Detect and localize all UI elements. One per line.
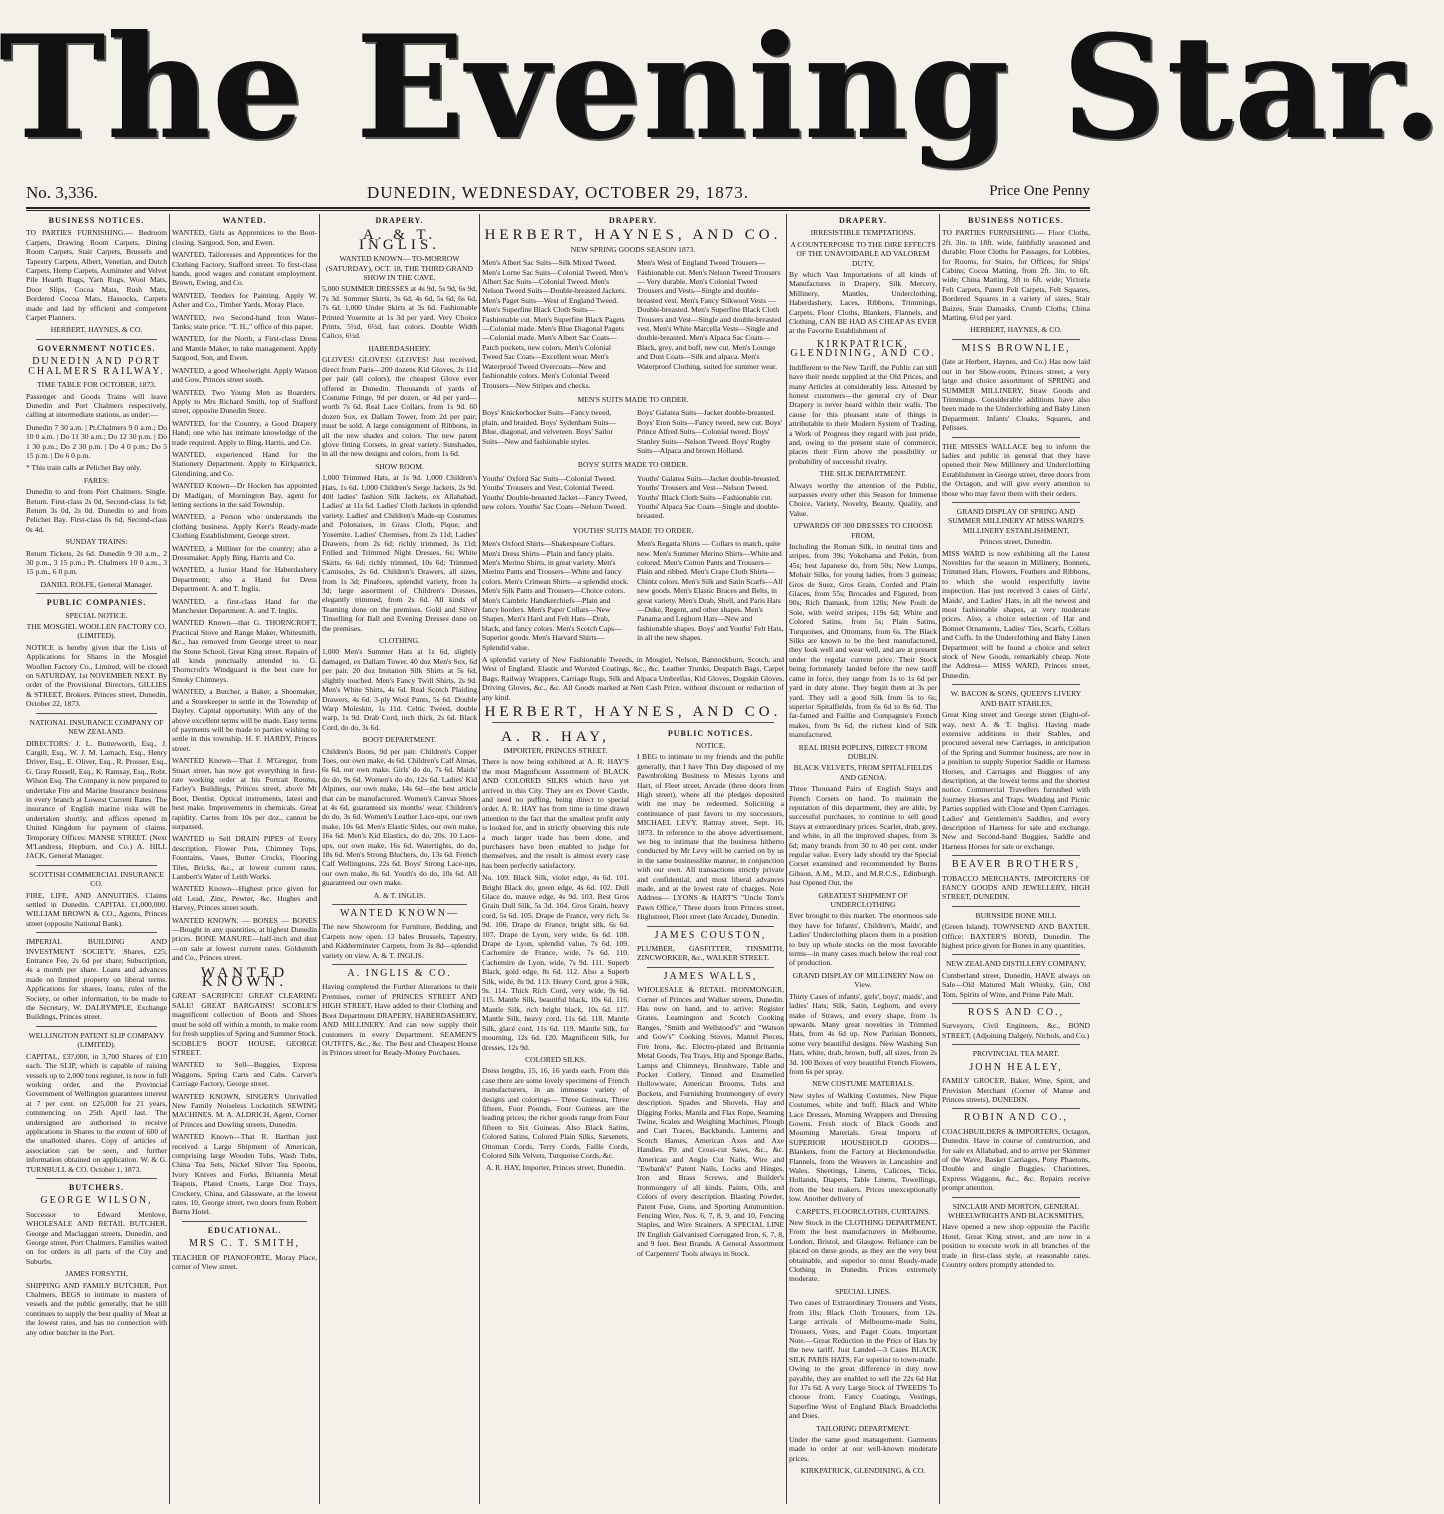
separator xyxy=(36,1026,157,1027)
advert-title: HERBERT, HAYNES, AND CO. xyxy=(484,227,782,244)
list-left: Men's Albert Sac Suits—Silk Mixed Tweed. Men's Lorne Sac Suits—Colonial Tweed. Men's Albert Sac Suits—Colonial Tweed. Men's Nelson Tweed Suits—Double-breasted Jackets. Men's Paget Suits—West of England Tweed. Men's Superfine Black Cloth Suits—Fashionable cut. Men's Superfine Black Pagets—Colonial made. Men's Blue Diagonal Pagets—Colonial made. Men's Albert Sac Coats—Patch pockets, new colors. Men's Colonial Tweed Sac Coats—Excellent wear. Men's Waterproof Tweed Overcoats—New and fashionable colors. Men's Colonial Tweed Trousers—New Stripes and checks. xyxy=(482,258,628,390)
section-heading: DRAPERY. xyxy=(608,216,658,225)
wanted-item: WANTED Known—Highest price given for old Lead, Zinc, Pewter, &c. Hughes and Harvey, Princes street south. xyxy=(172,884,317,913)
advert-text: GLOVES! GLOVES! GLOVES! Just received, direct from Paris—200 dozens Kid Gloves, 2s 11d per pair (all colors), the cheapest Glove ever offered in Dunedin. Thousands of yards of Costume Fringe, 9d per dozen, or 4d per yard—worth 7s 6d. Real Lace Collars, from 1s 9d. 60 dozen Sox, ex Dallam Tower, from 2d per pair; must be sold. A large consignment of Ribbons, in all the new shades and colors. The new patent glove fitting Corsets, in great variety. Sunshades, in all the new designs and colors, from 1s 6d. xyxy=(322,355,477,459)
advert-title: KIRKPATRICK, GLENDINING, AND CO. xyxy=(790,338,936,360)
column-1 xyxy=(26,214,167,1504)
wanted-item: WANTED, two Second-hand Iron Water-Tanks; state price. "T. H.," office of this paper. xyxy=(172,312,317,332)
advert-text: (Green Island). TOWNSEND AND BAXTER. Office: BAXTER'S BOND, Dunedin. The highest price given for Bones in any quantities. xyxy=(942,922,1090,951)
advert-title: BEAVER BROTHERS, xyxy=(952,859,1080,871)
advert-title: NOTICE. xyxy=(695,740,726,750)
advert-subtitle: HABERDASHERY. xyxy=(368,343,431,353)
advert-title: DUNEDIN AND PORT CHALMERS RAILWAY. xyxy=(28,356,165,377)
advert-text: 1,000 Men's Summer Hats at 1s 6d, slightly damaged, ex Dallam Tower. 40 doz Men's Sox, 6d per pair. 20 doz Imitation Silk Shirts at 5s 6d, slightly touched. Men's Fancy Twill Shirts, 2s 9d. Men's White Shirts, 4s 6d. Real Scotch Plaiding Drawers, 4s 6d. 3-ply Wool Pants, 5s 6d. Double Warp Moleskin, 1s 11d. Celtic Tweed, double warp, 1s 9d. Drab Cord, inch thick, 2s 6d. Black Cord, do do, 3s 6d. xyxy=(322,647,477,732)
two-column-list xyxy=(482,256,784,393)
advert-title: BURNSIDE BONE MILL xyxy=(975,910,1057,920)
advert-signature: A. & T. INGLIS. xyxy=(373,890,426,900)
advert-text: New styles of Walking Costumes, New Pique Costumes, white and buff; Black and White Lace Dresses, Morning Wrappers and Dressing Gowns. Fresh stock of Black Goods and Mourning Materials. Great Imports of SUPERIOR HOUSEHOLD GOODS— Blankets, from the Factory at Heckmondwike. Flannels, from the Weavers in Lancashire and Wales. Sheetings, Linens, Calicoes, Ticks, Hollands, Diapers, Table Linens, Towellings, from the best makers. Prices unexceptionally low. Another delivery of xyxy=(789,1090,937,1204)
separator xyxy=(36,1178,157,1179)
advert-text: CAPITAL, £37,000, in 3,700 Shares of £10 each. The SLIP, which is capable of raising vessels up to 2,000 tons register, is now in full working order, and the Provincial Government of Wellington guarantees interest at 7 per cent. on £25,000 for 21 years, commencing on 25th April last. The undersigned are authorised to receive applications in Shares to the extent of 600 of the unallotted shares. Copy of articles of association can be seen, and further information obtained on application. W. & G. TURNBULL & CO. October 1, 1873. xyxy=(26,1051,167,1174)
advert-text: Having completed the Further Alterations to their Premises, corner of PRINCES STREET AND HIGH STREET, Have added to their Clothing and Boot Department DRAPERY, HABERDASHERY, AND MILLINERY. And can now supply their customers in every Department. SEAMEN'S OUTFITS, &c., &c. The Best and Cheapest House in Princes street for Ready-Money Purchases. xyxy=(322,982,477,1058)
advert-furnishing: TO PARTIES FURNISHING.— Bedroom Carpets, Drawing Room Carpets, Dining Room Carpets, Stair Carpets, Brussels and Tapestry Carpets, Albert, Venetian, and Dutch Carpets, Hemp Carpets, Axminster and Velvet Pile Hearth Rugs, Yarn Rugs, Wool Mats, Door Slips, Cocoa Mats, Rush Mats, Bordered Cocoa Mats, Hassocks, Carpets made and laid by efficient and competent Carpet Planners. xyxy=(26,228,167,323)
masthead xyxy=(0,0,1444,176)
advert-title: HERBERT, HAYNES, AND CO. xyxy=(484,704,782,721)
wanted-item: WANTED, a Junior Hand for Haberdashery Department; also a Hand for Dress Department. A. and T. Inglis. xyxy=(172,565,317,594)
advert-title: A. R. HAY, xyxy=(501,728,610,745)
wanted-item: WANTED, a good Wheelwright. Apply Watson and Gow, Princes street south. xyxy=(172,365,317,385)
advert-text: By which Vast Importations of all kinds of Manufactures in Drapery, Silk Mercery, Millinery, Mantles, Underclothing, Haberdashery, Laces, Ribbons, Trimmings, Carpets, Floor Cloths, Blankets, Flannels, and Clothing, CAN BE HAD AS CHEAP AS EVER at the Favorite Establishment of xyxy=(789,270,937,336)
wanted-item: WANTED, a Milliner for the country; also a Dressmaker. Apply Bing, Harris and Co. xyxy=(172,543,317,562)
advert-text: TO PARTIES FURNISHING.— Floor Cloths, 2ft. 3in. to 18ft. wide, faithfully seasoned and durable; Floor Cloths for Passages, for Lobbies, for Rooms, for Stairs, for Offices, for Ships' Cabins; Cocoa Matting, from 2ft. 3in. to 6ft. wide; China Matting, 3ft to 6ft. wide; Victoria Felt Carpets, Patent Felt Carpets, Felt Squares, Bordered Squares in a variety of sizes, Stair Baizes, Stair Damasks, Crumb Cloths; China Matting, 6½d per yard. xyxy=(942,228,1090,323)
advert-text: Indifferent to the New Tariff, the Public can still have their needs supplied at the Old Prices, and many Articles at considerably less. Attested by honest customers—the general cry of Dear Drapery is never heard within their walls. The cause for this pleasant state of things is attributable to their Modern System of Trading, a Work of Progress they regard with just pride, and, owing to the present state of commerce, places their Firm above the possibility or probability of successful rivalry. xyxy=(789,362,937,466)
sunday-text: Return Tickets, 2s 6d. Dunedin 9 30 a.m., 2 30 p.m., 3 15 p.m.; Pt. Chalmers 10 0 a.m., 3 15 p.m., 6 0 p.m. xyxy=(26,548,167,577)
column-2 xyxy=(172,214,317,1504)
wanted-item: WANTED, a Person who understands the clothing business. Apply Kerr's Ready-made Clothing Establishment, George street. xyxy=(172,512,317,541)
advert-text: 5,000 SUMMER DRESSES at 4s 9d, 5s 9d, 6s 9d, 7s 3d. Summer Skirts, 3s 6d, 4s 6d, 5s 6d, 6s 6d, 7s 6d. 1,000 Under Skirts at 3s 6d. Fashionable Printed Yosemite at 1s 3d per yard. Very Choice Prints, 5½d, 6½d, fast colors. Double Width Calico, 6½d. xyxy=(322,284,477,341)
separator xyxy=(647,967,774,968)
advert-text: GREAT SACRIFICE! GREAT CLEARING SALE! GREAT BARGAINS! SCOBLE'S magnificent collection of Boots and Shoes must be sold off within a month, to make room for fresh supplies of Spring and Summer Stock. SCOBLE'S BOOT HOUSE, GEORGE STREET. xyxy=(172,991,317,1057)
advert-subtitle: THE SILK DEPARTMENT. xyxy=(819,469,907,479)
separator xyxy=(952,855,1080,856)
sunday-title: SUNDAY TRAINS: xyxy=(65,537,128,547)
list-left: Men's Oxford Shirts—Shakespeare Collars. Men's Dress Shirts—Plain and fancy plaits. Men's Merino Shirts, in great variety. Men's Merino Pants and Trousers—White and fancy colors. Men's Crimean Shirts—a splendid stock. Men's Silk Pants and Trousers—Choice colors. Men's Cambric Handkerchiefs—Plain and fancy borders. Men's Paper Collars—New Shapes. Men's Hard and Felt Hats—Drab, black, and fancy colors. Men's Scotch Caps—Superior goods. Men's Harvard Shirts—Splendid value. xyxy=(482,539,629,652)
advert-text: Thirty Cases of infants', girls', boys', maids', and ladies' Hats; Silk, Satin, Leghorn, and every make of Straws, and every shape, from 1s upwards. Many great novelties in Trimmed Hats, from 4s 6d up. New Parisian Bonnets, some very beautiful designs. New Washing Sun Hats, white, drab, brown, buff, all sizes, from 2s 3d. 100 Boxes of very beautiful French Flowers, from 6s per spray. xyxy=(789,991,937,1076)
advert-title: SPECIAL NOTICE. xyxy=(65,610,128,620)
advert-title: JAMES COUSTON, xyxy=(654,929,767,941)
wanted-item: WANTED, a first-class Hand for the Manchester Department. A. and T. Inglis. xyxy=(172,596,317,616)
wanted-item: WANTED, experienced Hand for the Stationery Department. Apply to Kirkpatrick, Glendining, and Co. xyxy=(172,449,317,478)
issue-number: No. 3,336. xyxy=(26,183,98,202)
advert-subtitle: A COUNTERPOISE TO THE DIRE EFFECTS OF THE UNAVOIDABLE AD VALOREM DUTY, xyxy=(790,239,936,268)
advert-text: The new Showroom for Furniture, Bedding, and Carpets now open. 13 bales Brussels, Tapestry, and Kidderminster Carpets, from 3s 8d—splendid variety on view. A. & T. INGLIS. xyxy=(322,922,477,960)
advert-subtitle: MEN'S SUITS MADE TO ORDER. xyxy=(577,394,689,404)
advert-text: Cumberland street, Dunedin, HAVE always on Sale—Old Matured Malt Whisky, Gin, Old Tom, Spirits of Wine, and Prime Pale Malt. xyxy=(942,970,1090,999)
hay-advert xyxy=(482,727,629,1262)
dateline xyxy=(26,183,1090,209)
separator xyxy=(952,954,1080,955)
advert-subtitle: BOYS' SUITS MADE TO ORDER. xyxy=(577,460,689,470)
advert-text: Successor to Edward Menlove, WHOLESALE AND RETAIL BUTCHER, George and Maclaggan streets, Dunedin, and George street, Port Chalmers. Families waited on for orders in all parts of the City and Suburbs. xyxy=(26,1209,167,1266)
separator xyxy=(36,593,157,594)
advert-title: WELLINGTON PATENT SLIP COMPANY (LIMITED). xyxy=(28,1030,165,1050)
advert-title: A. & T. INGLIS. xyxy=(359,227,440,253)
advert-text: Children's Boots, 9d per pair. Children's Copper Toes, our own make, 4s 6d. Children's Calf Almas, 6s 6d, our own make. Girls' do do, 7s 6d. Maids' do do, 9s 6d. Women's do do, 12s 6d. Ladies' Kid Alpines, our own make, 14s 6d—the best article that can be manufactured. Women's Canvas Shoes at 4s 6d, guaranteed six months' wear. Children's do do, 3s 6d. Women's Leather Lace-ups, our own make, 10s 6d. Men's Elastic Sides, our own make, 16s 6d. Men's Kid Elastics, do do, 20s. 10 Lace-ups, our own make, 16s 6d. Watertights, do do, 18s 6d. Men's Strong Bluchers, do, 13s 6d. French Calf Wellingtons, 22s 6d. Boys' Strong Lace-ups, our own make, 8s 6d. Youth's do do, 10s 6d. All guaranteed our own make. xyxy=(322,746,477,888)
advert-subtitle: SPECIAL LINES. xyxy=(835,1286,891,1296)
advert-text: TOBACCO MERCHANTS, IMPORTERS OF FANCY GOODS AND JEWELLERY, HIGH STREET, DUNEDIN. xyxy=(942,873,1090,902)
section-heading: BUSINESS NOTICES. xyxy=(48,216,145,225)
advert-text: I BEG to intimate to my friends and the public generally, that I have This Day disposed of my Pawnbroking Business to Messrs Lyons and Hart, of Fleet street, Arcade (three doors from High street), where all the pledges deposited with me may be redeemed. Soliciting a continuance of past favors to my successors, MICHAEL LEVY. Rattray street, Sept. 16, 1873. In reference to the above advertisement, we beg to intimate that the business hitherto conducted by Mr Levy will be carried on by us in the same businesslike manner, in conjunction with our own. All transactions strictly private and confidential, and most liberal advances made, and at the lowest rate of charges. Note Address— LYONS & HART'S "Uncle Tom's Pawn Office," Three doors from Princes street, Highstreet, Fleet street (late Arcade), Dunedin. xyxy=(637,752,784,922)
advert-text: PLUMBER, GASFITTER, TINSMITH, ZINCWORKER, &c., WALKER STREET. xyxy=(637,944,784,963)
advert-text: DIRECTORS: J. L. Butterworth, Esq., J. Cargill, Esq., W. J. M. Larnach, Esq., Henry Driver, Esq., E. Oliver, Esq., R. Prosser, Esq., G. Gray Russell, Esq., K. Ramsay, Esq., Robt. Wilson Esq. The Company is now prepared to undertake Fire and Marine Insurance business in every branch at Lowest Current Rates. The insurance of English marine risks will be undertaken shortly, and offices opened in United Kingdom for payment of claims. Temporary Offices: MANSE STREET. (Next M'Landress, Hepburn, and Co.) A. HILL JACK, General Manager. xyxy=(26,738,167,861)
advert-text: THE MISSES WALLACE beg to inform the ladies and public in general that they have opened their New Millinery and Underclothing Establishment in George street, three doors from the Octagon, and will give every attention to those who may favor them with their orders. xyxy=(942,441,1090,498)
section-heading: PUBLIC COMPANIES. xyxy=(46,598,147,608)
advert-subtitle: NEW COSTUME MATERIALS. xyxy=(812,1079,914,1089)
advert-title: NEW ZEALAND DISTILLERY COMPANY, xyxy=(945,959,1087,969)
list-left: Youths' Oxford Sac Suits—Colonial Tweed. Youths' Trousers and Vest, Colonial Tweed. Youths' Double-breasted Jacket—Fancy Tweed, new colors. Youths' Sac Coats—Nelson Tweed. xyxy=(482,473,628,511)
separator xyxy=(952,1197,1080,1198)
column-rule xyxy=(319,214,320,1504)
two-column-list xyxy=(482,472,784,524)
list-left: Boys' Knickerbocker Suits—Fancy tweed, plain, and braided. Boys' Sydenham Suits—Blue, diagonal, and velveteen. Boys' Sailor Suits—New and fashionable styles. xyxy=(482,408,617,446)
column-3 xyxy=(322,214,477,1504)
advert-signature: DANIEL ROLFE, General Manager. xyxy=(40,579,153,589)
separator xyxy=(36,339,157,340)
public-notices xyxy=(637,727,784,1262)
advert-subtitle: CLOTHING. xyxy=(379,636,420,646)
advert-text: Great King street and George street (Eight-of-way, next A. & T. Inglis). Having made extensive additions to their Stables, and procured several new Carriages, in anticipation of the Spring and Summer business, are now in a position to supply Superior Saddle or Harness Horses, and Carriages and Buggies of any description, at the lowest terms and the shortest notice. Commercial Travellers furnished with Journey Horses and Traps. Wedding and Picnic Parties supplied with Close and Open Carriages. Ladies' and Gentlemen's Saddles, and every description of Harness for sale and exchange. New and Second-hand Buggies, Saddle and Harness Horses for sale or exchange. xyxy=(942,710,1090,851)
advert-text: (late at Herbert, Haynes, and Co.) Has now laid out in her Show-room, Princes street, a very large and choice assortment of SPRING and SUMMER MILLINERY, Straw Goods and Trimmings. Considerable additions have also been made to the Underclothing and Baby Linen Department. Infants' Cloaks, Squares, and Pelisses. xyxy=(942,357,1090,433)
advert-subtitle: BOOT DEPARTMENT. xyxy=(362,735,437,745)
separator xyxy=(36,713,157,714)
column-4 xyxy=(482,214,784,1504)
wanted-item: WANTED, Tailoresses and Apprentices for the Clothing Factory, Stafford street. To first-class hands, good wages and constant employment. Brown, Ewing, and Co. xyxy=(172,250,317,288)
advert-title: ROSS AND CO., xyxy=(967,1007,1065,1019)
separator xyxy=(36,865,157,866)
two-column-list xyxy=(482,406,784,458)
advert-subtitle: UPWARDS OF 300 DRESSES TO CHOOSE FROM, xyxy=(793,521,933,540)
separator xyxy=(952,437,1080,438)
advert-text: Ever brought to this market. The enormous sale they have for Infants', Children's, Maids', and Ladies' Underclothing places them in a position to buy up whole stocks on the most favorable terms—in many cases much below the real cost of production. xyxy=(789,911,937,968)
wanted-item: WANTED, for the North, a First-class Dress and Mantle Maker, to take management. Apply Sargood, Son, and Ewen. xyxy=(172,334,317,363)
column-rule xyxy=(479,214,480,1504)
advert-text: COACHBUILDERS & IMPORTERS, Octagon, Dunedin. Have in course of construction, and for sale ex Allahabad, and to arrive per Skimmer of the Wave, Basket Carriages, Pony Phaetons, Double and single Buggies, Chariottees, Express Waggons, &c., &c. Repairs receive prompt attention. xyxy=(942,1126,1090,1193)
advert-text: MISS WARD is now exhibiting all the Latest Novelties for the season in Millinery, Bonnets, Trimmed Hats, Flowers, Feathers and Ribbons, to which she would respectfully invite inspection. Has just received 3 cases of Girls', Maids', and Ladies' Hats, in all the newest and most fashionable shapes, at very moderate prices. Also, a choice selection of Hat and Bonnet Ornaments, Ladies' Ties, Scarfs, Collars and Cuffs. In the Underclothing and Baby Linen Department will be found a choice and select stock of New Goods, remarkably cheap. Note the Address— MISS WARD, Princes street, Dunedin. xyxy=(942,548,1090,680)
list-right: Youths' Galatea Suits—Jacket double-breasted. Youths' Trousers and Vest—Nelson Tweed. Youths' Black Cloth Suits—Fashionable cut. Youths' Alpaca Sac Coats—Single and double-breasted. xyxy=(637,473,781,521)
advert-title: MRS C. T. SMITH, xyxy=(188,1238,301,1250)
place-date: DUNEDIN, WEDNESDAY, OCTOBER 29, 1873. xyxy=(366,183,750,202)
advert-text: Have opened a new shop opposite the Pacific Hotel, Great King street, and are now in a position to execute work in all branches of the trade in first-class style, at reasonable rates. Country orders promptly attended to. xyxy=(942,1222,1090,1269)
advert-subtitle: REAL IRISH POPLINS, DIRECT FROM DUBLIN. xyxy=(798,742,928,761)
separator xyxy=(332,964,467,965)
separator xyxy=(952,906,1080,907)
advert-subtitle: TAILORING DEPARTMENT. xyxy=(816,1423,910,1433)
separator xyxy=(182,1221,307,1222)
advert-title: WANTED KNOWN. xyxy=(200,964,289,991)
wanted-item: WANTED, for the Country, a Good Drapery Hand; one who has intimate knowledge of the trade required. Apply to Bing, Harris, and Co. xyxy=(172,418,317,447)
advert-title: ROBIN AND CO., xyxy=(963,1112,1069,1124)
separator xyxy=(952,339,1080,340)
advert-text: There is now being exhibited at A. R. HAY'S the most Magnificent Assortment of BLACK AND COLORED SILKS which have yet arrived in this City. They are ex Dover Castle, and need no puffing, being direct to special order. A. R. HAY has from time to time drawn attention to the fact that the smallest profit only is looked for, and in strictly observing this rule a much larger trade has been done, and purchasers have been enabled to judge for themselves, and the result is almost every case has been perfectly satisfactory. xyxy=(482,757,629,870)
section-heading: WANTED. xyxy=(222,216,267,225)
advert-text: FIRE, LIFE, AND ANNUITIES. Claims settled in Dunedin. CAPITAL £1,000,000. WILLIAM BROWN & CO., Agents, Princes street (opposite National Bank). xyxy=(26,890,167,928)
advert-signature: A. R. HAY, Importer, Princes street, Dunedin. xyxy=(485,1163,626,1173)
header-rule xyxy=(26,210,1090,211)
section-heading: EDUCATIONAL. xyxy=(207,1225,282,1235)
advert-title: WANTED KNOWN— xyxy=(339,908,460,920)
wanted-item: WANTED, Girls as Apprentices to the Boot-closing. Sargood, Son, and Ewen. xyxy=(172,228,317,247)
timetable: Dunedin 7 30 a.m. | Pt.Chalmers 9 0 a.m.; Do 10 0 a.m. | Do 11 30 a.m.; Do 12 30 p.m. | Do 1 30 p.m.; Do 2 30 p.m. | Do 4 0 p.m.; Do 5 15 p.m. | Do 6 0 p.m. xyxy=(26,422,167,460)
list-right: Men's West of England Tweed Trousers—Fashionable cut. Men's Nelson Tweed Trousers — Very durable. Men's Colonial Tweed Trousers and Vests—Single and double-breasted vest. Men's Fancy Silkwool Vests — Double-breasted. Men's Superfine Black Cloth Trousers and Vest—Single and double-breasted vest. Men's White Marcella Vests—Single and double-breasted. Men's Alpaca Sac Coats—Black, grey, and buff, new cut. Men's Lounge and Dust Coats—Silk and alpaca. Men's Waterproof Clothing, suited for summer wear. xyxy=(637,258,782,371)
advert-title: GRAND DISPLAY OF SPRING AND SUMMER MILLINERY AT MISS WARD'S MILLINERY ESTABLISHMENT, xyxy=(948,506,1084,535)
separator xyxy=(952,1044,1080,1045)
advert-subtitle: COLORED SILKS. xyxy=(525,1054,586,1064)
advert-title: JOHN HEALEY, xyxy=(969,1061,1063,1073)
advert-title: JAMES FORSYTH, xyxy=(65,1269,128,1279)
advert-text: Passenger and Goods Trains will leave Dunedin and Port Chalmers respectively, calling at intermediate stations, as under:— xyxy=(26,391,167,420)
advert-text: FAMILY GROCER, Baker, Wine, Spirit, and Provision Merchant (Corner of Manse and Princes streets), DUNEDIN. xyxy=(942,1076,1090,1104)
advert-text: New Stock in the CLOTHING DEPARTMENT, From the best manufacturers in Melbourne, London, Bristol, and Glasgow. Reliance can be placed on these goods, as they are the very best obtainable, and superior to most Ready-made Clothing in Dunedin. Prices extremely moderate. xyxy=(789,1218,937,1284)
advert-text: Three Thousand Pairs of English Stays and French Corsets on hand. To maintain the reputation of this department, they are able, by successful purchases, to continue to sell good Stays at extraordinary prices. Scarlet, drab, grey, and white, in all the improved shapes, from 3s 6d; many brands from 30 to 40 per cent. under regular value. Every lady should try the Special Corset examined and recommended by Burns Gibson, A.M., M.D., and M.R.C.S., Edinburgh. Just Opened Out, the xyxy=(789,784,937,888)
list-right: Boys' Galatea Suits—Jacket double-breasted. Boys' Eton Suits—Fancy tweed, new cut. Boys' Prince Alfred Suits—Colonial tweed. Boys' Stanley Suits—Nelson Tweed. Boys' Rugby Suits—Alpaca and brown Holland. xyxy=(637,408,782,455)
advert-text: Including the Roman Silk, in neutral tints and stripes, from 39s; Yokohama and Pekin, from 45s; best Japanese do, from 50s; New Lumps, Mohair Silks, for young ladies, from 3 guineas; Gros de Suez, Gros Grain, Corded and Plain Glaces, from 55s; Brocades and Figured, from 90s; Rich Damask, from 120s; New Poult de Soie, with weird stripes, 119s 6d; White and Colored Satins, from 5s; Plain Satins, Turquoises, and Ottomans, from 6s. The Black Silks are known to be the best manufactured, they look well and wear well, and are at present under the regular current price. Their Stock being fortunately landed before the new tariff came in force, they range from 1s to 1s 6d per yard in duty alone. They begin them at 3s per yard. They sell a good Silk from 5s to 6s; superior Spitalfields, from 6s 6d to 8s 6d. The far-famed and Faillie and Compagnie's French makes, from 9s 6d, the richest kind of Silk manufactured. xyxy=(789,542,937,740)
newspaper-title: The Evening Star. xyxy=(0,5,1444,171)
wanted-item: WANTED Known—That J. M'Gregor, from Stuart street, has now got everything in first-rate working order at his Portrait Rooms, Farley's Buildings, Princes street, above Mr Boot, Dentist. Optical instruments, latest and best make. Improvements in chemicals. Great rapidity. Cartes from 10s per doz., cannot be surpassed. xyxy=(172,756,317,831)
advert-subtitle: GRAND DISPLAY OF MILLINERY Now on View. xyxy=(792,970,934,990)
separator xyxy=(492,722,774,723)
advert-text: Surveyors, Civil Engineers, &c., BOND STREET, (Adjoining Dalgety, Nichols, and Co.) xyxy=(942,1021,1090,1040)
advert-subtitle: SHOW ROOM. xyxy=(375,461,424,471)
advert-subtitle: WANTED KNOWN— TO-MORROW (SATURDAY), OCT. 18, THE THIRD GRAND SHOW IN THE CAVE. xyxy=(326,254,473,283)
advert-text: Always worthy the attention of the Public, surpasses every other this Season for Immense Choice, Variety, Novelty, Beauty, Quality, and Value. xyxy=(789,480,937,518)
advert-signature: HERBERT, HAYNES, & CO. xyxy=(970,325,1062,335)
wanted-item: WANTED Known—Dr Hocken has appointed Dr Madigan, of Mornington Bay, agent for letting sections in the said Township. xyxy=(172,481,317,509)
section-heading: PUBLIC NOTICES. xyxy=(667,728,754,738)
advert-text: Dress lengths, 15, 16, 16 yards each. From this case there are some lovely specimens of French manufacturers, in an immense variety of designs and colorings— Three Guineas, Three fifteen, Four Pounds, Four Guineas are the leading prices; the richer goods range from Four fifteen to Six Guineas. Also Black Satins, Colored Satins, Colored Plain Silks, Sarsenets, Ottoman Cords, Terry Cords, Faille Cords, Colored Silk Velvets, Turquoise Cords, &c. xyxy=(482,1066,629,1160)
section-heading: GOVERNMENT NOTICES. xyxy=(37,343,156,353)
advert-text: NOTICE is hereby given that the Lists of Applications for Shares in the Mosgiel Woollen Factory Co., Limited, will be closed on SATURDAY, 1st NOVEMBER NEXT. By order of the Provisional Directors, GILLIES & STREET, Brokers. Princes street, Dunedin, October 22, 1873. xyxy=(26,642,167,709)
advert-title: JAMES WALLS, xyxy=(663,970,758,982)
advert-title: A. INGLIS & CO. xyxy=(347,968,452,980)
timetable-note: * This train calls at Pelichet Bay only. xyxy=(26,463,142,473)
separator xyxy=(36,932,157,933)
advert-title: MISS BROWNLIE, xyxy=(961,342,1071,354)
two-column-list xyxy=(482,537,784,655)
advert-text: SHIPPING AND FAMILY BUTCHER, Port Chalmers, BEGS to intimate to masters of vessels and the public generally, that he still continues to supply the best quality of Meat at the lowest rates, and has no connection with any other butcher in the Port. xyxy=(26,1280,167,1337)
advert-text: Two cases of Extraordinary Trousers and Vests, from 10s; Black Cloth Trousers, from 12s. Large arrivals of Melbourne-made Suits, Trousers, Vests, and Paget Coats. Important Note.—Great Reduction in the Price of Hats by the new tariff. Just Landed—3 Cases BLACK SILK PARIS HATS, Far superior to town-made. Owing to the great difference in duty now payable, they are enabled to sell the 22s 6d Hat for 17s 6d. A very Large Stock of TWEEDS To choose from. Fancy Coatings, Vestings, Superfine West of England Black Broadcloths and Does. xyxy=(789,1298,937,1421)
advert-title: SCOTTISH COMMERCIAL INSURANCE CO. xyxy=(29,869,164,889)
advert-subtitle: GREATEST SHIPMENT OF UNDERCLOTHING xyxy=(818,890,908,910)
column-5 xyxy=(789,214,937,1504)
column-rule xyxy=(786,214,787,1504)
section-heading: DRAPERY. xyxy=(375,216,424,225)
advert-text: WHOLESALE & RETAIL IRONMONGER, Corner of Princes and Walker streets, Dunedin. Has now on hand, and to arrive: Register Grates, Leamington and Scotch Cooking Ranges, "Smith and Wellstood's" and "Watson and Gow's" Cooking Stoves, Mantel Pieces, Fire Irons, &c. Electro-plated and Britannia Metal Goods, Tea Trays, Hip and Sponge Baths, Lamps and Chimneys, Brushware, Table and Pocket Cutlery, Tinned and Enamelled Hollowware, American Brooms, Tubs and Buckets, and Furnishing Ironmongery of every description. Spades and Shovels, Hay and Digging Forks, Manila and Flax Rope, Seaming Twine, Scales and Weighing Machines, Plough and Cart Traces, Backbands, Lanterns and Scotch Hames, American Axes and Axe Handles. Pit and Cross-cut Saws, &c., &c. American and Anglo Cut Nails, Wire and "Ewbank's" Patent Nails, Locks and Hinges, Iron and Brass Screws, and Builder's Ironmongery of all kinds. Paints, Oils, and Colors of every description. Blasting Powder, Patent Fuse, Guns, and Sporting Ammunition. Fencing Wire, Nos. 6, 7, 8, 9, and 10, Fencing Staples, and Wire Strainers. A SPECIAL LINE IN English Galvanised Corrugated Iron, 6, 7, 8, and 9 feet. Best Brands. A General Assortment of Carpenters' Tools always in Stock. xyxy=(637,985,784,1258)
section-heading: DRAPERY. xyxy=(838,216,888,225)
advert-title: GEORGE WILSON, xyxy=(40,1195,153,1207)
wanted-item: WANTED to Sell—Buggies, Express Waggons, Spring Carts and Cabs. Carver's Carriage Factory, George street. xyxy=(172,1060,317,1089)
column-rule xyxy=(939,214,940,1504)
advert-text: Under the same good management. Garments made to order at our well-known moderate prices. xyxy=(789,1434,937,1463)
advert-signature: KIRKPATRICK, GLENDINING, & CO. xyxy=(800,1466,926,1476)
list-right: Men's Regatta Shirts — Collars to match, quite new. Men's Summer Merino Shirts—White and colored. Men's Cotton Pants and Trousers—Plain and ribbed. Men's Crape Cloth Shirts—Chintz colors. Men's Silk and Satin Scarfs—All new goods. Men's Elastic Braces and Belts, in great variety. Men's Drab, Shell, and Paris Hats—Duke, Regent, and other shapes. Men's Panama and Leghorn Hats—New and fashionable shapes. Boys' and Youths' Felt Hats, in all the new shapes. xyxy=(637,539,784,643)
fares-title: FARES: xyxy=(83,475,110,485)
wanted-item: WANTED Known—That R. Barthan just received a Large Shipment of American, comprising large Wooden Tubs, Wash Tubs, China Tea Sets, Nickel Silver Tea Spoons, Ivory Knives and Forks, Britannia Metal Teapots, Plated Cruets, Large Doz Trays, Crockery, China, and Glassware, at the lowest rates. 10, George street, two doors from Robert Burns Hotel. xyxy=(172,1132,317,1217)
advert-signature: HERBERT, HAYNES, & CO. xyxy=(50,325,143,335)
separator xyxy=(952,684,1080,685)
section-heading: BUSINESS NOTICES. xyxy=(968,216,1064,225)
price-list: No. 109. Black Silk, violet edge, 4s 6d. 101. Bright Black do, green edge, 4s 6d. 102. Dull Glace do, mauve edge, 4s 9d. 103. Best Gros Grain Dull Silk, 5s 3d. 104. Gros Grain, heavy cord, 5s 6d. 105. Drape de France, very rich, 5s 9d. 106. Drape de France, bright silk, 6s 6d. 107. Drape de Lyon, very wide, 6s 6d. 108. Drape de Lyon, splendid value, 7s 6d. 109. Cachemire de France, wide, 7s 6d. 110. Cachemire de Lyon, wide, 7s 9d. 111. Superb Black, gold edge, 8s 6d. 112. Also a Superb Silk, wide, 8s 9d. 113. Heavy Cord, gros à Silk, 9s. 114. Thick Rich Cord, very wide, 9s 6d. 115. Mantle Silk, beautiful black, 10s 6d. 116. Mantle Silk, rich bright black, 10s 6d. 117. Mantle Silk, heavy cord, 11s 6d. 118. Mantle Silk, glacé cord, 11s 6d. 119. Mantle Silk, for mourning, 12s 6d. 120. Magnificent Silk, for dresses, 12s 9d. xyxy=(482,873,629,1052)
column-rule xyxy=(169,214,170,1504)
advert-title: PROVINCIAL TEA MART. xyxy=(972,1049,1060,1059)
wanted-item: WANTED to Sell DRAIN PIPES of Every description, Flower Pots, Chimney Tops, Fountains, Vases, Butter Crocks, Flooring Tiles, Bricks, &c., at lowest current rates. Lambert's Water of Leith Works. xyxy=(172,834,317,881)
lower-split xyxy=(482,727,784,1262)
advert-subtitle: YOUTHS' SUITS MADE TO ORDER. xyxy=(572,525,694,535)
wanted-item: WANTED, a Butcher, a Baker, a Shoemaker, and a Storekeeper to settle in the Township of Dayley. Capital opportunity. With any of the above excellent terms will be made. Easy terms of payments will be made to parties wishing to settle in this township. H. F. HARDY, Princes street. xyxy=(172,687,317,753)
advert-subtitle: NEW SPRING GOODS SEASON 1873. xyxy=(570,244,696,254)
wanted-item: WANTED, Two Young Men as Boarders. Apply to Mrs Richard Smith, top of Stafford street, opposite Dunedin Store. xyxy=(172,387,317,416)
separator xyxy=(647,926,774,927)
wanted-item: WANTED Known—that G. THORNCROFT, Practical Stove and Range Maker, Whitesmith, &c., has removed from George street to near the Stone School, Great King street. Repairs of all kinds punctually attended to. G. Thorncroft's Windguard is the best cure for Smoky Chimneys. xyxy=(172,618,317,684)
advert-subtitle: BLACK VELVETS, FROM SPITALFIELDS AND GENOA. xyxy=(793,763,933,782)
advert-title: W. BACON & SONS, QUEEN'S LIVERY AND BAIT STABLES, xyxy=(950,689,1082,708)
advert-subtitle: CARPETS, FLOORCLOTHS, CURTAINS. xyxy=(795,1206,931,1216)
advert-text: A splendid variety of New Fashionable Tweeds, in Mosgiel, Nelson, Bannockburn, Scotch, and West of England. Elastic and Worsted Coatings, &c., &c. Leather Trunks, Despatch Bags, Carpet Bags, Railway Wrappers, Carriage Rugs, Silk and Alpaca Umbrellas, Kid Gloves, Dogskin Gloves, Driving Gloves, &c., &c. All Goods marked at Nett Cash Price, without discount or reduction of any kind. xyxy=(482,655,784,702)
fares-text: Dunedin to and from Port Chalmers. Single. Return. First-class 2s 0d, Second-class 1s 6d; Return 3s 0d, 2s 0d. Dunedin to and from Pelichet Bay. First-class 0s 6d, Second-class 0s 4d. xyxy=(26,487,167,534)
advert-text: 1,000 Trimmed Hats, at 1s 9d. 1,000 Children's Hats, 1s 6d. 1,000 Children's Serge Jackets, 2s 9d. 400 ladies' fashion Silk Jackets, ex Allahabad, Ladies' at 11s 6d. Ladies' Cloth Jackets in splendid variety. Ladies' and Children's Made-up Costumes and Polonaises, in Grass Cloth, Pique, and Yosemite. Ladies' Chemises, from 2s 11d; Ladies' Drawers, from 2s 6d; richly trimmed, 3s 11d; Frilled and Trimmed Night Dresses, 6s; White Skirts, 6s 6d; richly trimmed, 10s 6d; Trimmed Camisoles, 2s 6d. Children's Drawers, all sizes, from 1s 3d; Pinafores, splendid variety, from 1s 3d; large assortment of Children's Dresses, elegantly trimmed, from 2s 6d. All kinds of Teaming done on the premises. Gold and Silver Tinselling for Ball and Evening Dresses done on the premises. xyxy=(322,473,477,633)
wanted-item: WANTED KNOWN, SINGER'S Unrivalled New Family Noiseless Lockstitch SEWING MACHINES. M. A. ALDRICH, Agent, Corner of Princes and Dowling streets, Dunedin. xyxy=(172,1091,317,1129)
separator xyxy=(952,502,1080,503)
advert-text: TEACHER OF PIANOFORTE, Moray Place, corner of View street. xyxy=(172,1252,317,1272)
advert-title: SINCLAIR AND MORTON, GENERAL WHEELWRIGHTS AND BLACKSMITHS, xyxy=(948,1201,1084,1220)
separator xyxy=(952,1003,1080,1004)
advert-title: THE MOSGIEL WOOLLEN FACTORY CO. (LIMITED). xyxy=(26,622,167,641)
advert-subtitle: TIME TABLE FOR OCTOBER, 1873. xyxy=(37,380,156,390)
column-6 xyxy=(942,214,1090,1504)
separator xyxy=(332,904,467,905)
price: Price One Penny xyxy=(989,183,1090,199)
section-heading: BUTCHERS. xyxy=(68,1182,124,1192)
advert-subtitle: Princes street, Dunedin. xyxy=(979,537,1053,547)
advert-title: IRRESISTIBLE TEMPTATIONS. xyxy=(810,228,916,238)
advert-subtitle: IMPORTER, PRINCES STREET. xyxy=(503,745,608,755)
wanted-item: WANTED KNOWN. — BONES — BONES—Bought in any quantities, at highest Dunedin prices. BONE MANURE—half-inch and dust—on sale at lowest current rates. Goldsmith and Co., Princes street. xyxy=(172,915,317,963)
wanted-item: WANTED, Tenders for Painting. Apply W. Asher and Co., Timber Yards, Moray Place. xyxy=(172,290,317,310)
separator xyxy=(952,1108,1080,1109)
advert-text: IMPERIAL BUILDING AND INVESTMENT SOCIETY. Shares, £25; Entrance Fee, 2s 6d per share; Subscription, 4s a month per share. Loans and advances made on limited property on liberal terms. Applications for shares, loans, rules of the Society, or other information, to be made to the Secretary, W. DALRYMPLE, Exchange Buildings, Princes street. xyxy=(26,937,167,1022)
advert-title: NATIONAL INSURANCE COMPANY OF NEW ZEALAND. xyxy=(29,717,164,737)
